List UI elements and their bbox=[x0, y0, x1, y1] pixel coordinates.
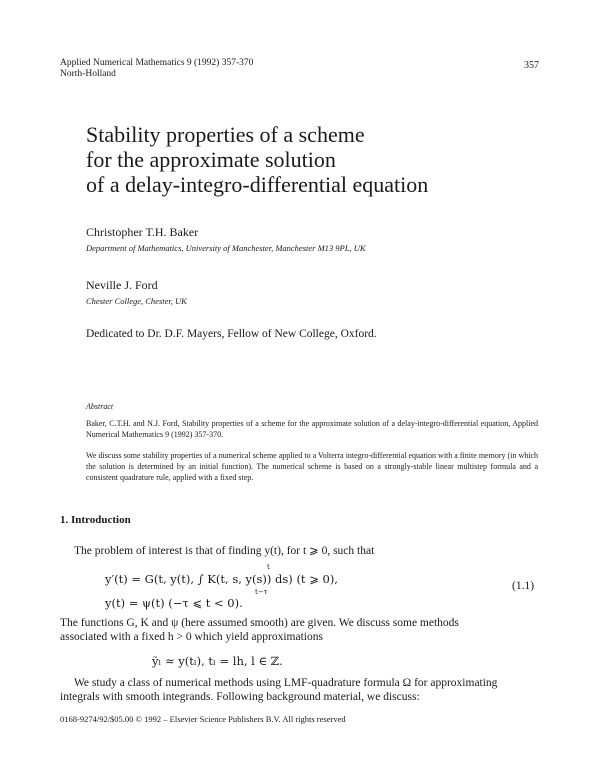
author-affiliation: Department of Mathematics, University of Manchester, Manchester M13 9PL, UK bbox=[86, 243, 366, 253]
author-name: Christopher T.H. Baker bbox=[86, 225, 199, 239]
author-affiliation: Chester College, Chester, UK bbox=[86, 296, 187, 306]
journal-line-1: Applied Numerical Mathematics 9 (1992) 357-370 bbox=[60, 58, 254, 68]
abstract-citation: Baker, C.T.H. and N.J. Ford, Stability properties of a scheme for the approximate solution of a delay-integro-differential equation, Applied Numerical Mathematics 9 (1992) 357-370. bbox=[86, 419, 538, 439]
paragraph: associated with a fixed h > 0 which yield approximations bbox=[60, 631, 323, 643]
abstract-body: We discuss some stability properties of a numerical scheme applied to a Volterra integro-differential equation with a finite memory (in which the solution is determined by an initial function). The numerical scheme is based on a strongly-stable linear multistep formula and a consistent quadrature rule, applied with a fixed step. bbox=[86, 451, 538, 482]
title-line-3: of a delay-integro-differential equation bbox=[86, 172, 429, 197]
paper-title bbox=[86, 122, 556, 197]
integral-upper-limit: t bbox=[267, 563, 270, 571]
page-number: 357 bbox=[524, 60, 539, 71]
paragraph: We study a class of numerical methods using LMF-quadrature formula Ω for approximating bbox=[74, 677, 498, 689]
equation-line: y′(t) = G(t, y(t), ∫ K(t, s, y(s)) ds) (t ⩾ 0), bbox=[105, 572, 338, 586]
paragraph: The functions G, K and ψ (here assumed smooth) are given. We discuss some methods bbox=[60, 617, 459, 629]
author-name: Neville J. Ford bbox=[86, 278, 158, 292]
equation-line: y(t) = ψ(t) (−τ ⩽ t < 0). bbox=[105, 596, 243, 610]
copyright-footer: 0168-9274/92/$05.00 © 1992 – Elsevier Science Publishers B.V. All rights reserved bbox=[60, 714, 346, 724]
integral-lower-limit: t−τ bbox=[255, 588, 268, 596]
abstract-heading: Abstract bbox=[86, 402, 114, 411]
journal-citation bbox=[60, 58, 253, 80]
section-heading: 1. Introduction bbox=[60, 514, 131, 526]
equation-number: (1.1) bbox=[512, 580, 535, 592]
paragraph: integrals with smooth integrands. Following background material, we discuss: bbox=[60, 691, 420, 703]
title-line-1: Stability properties of a scheme bbox=[86, 122, 365, 147]
journal-line-2: North-Holland bbox=[60, 69, 116, 79]
dedication: Dedicated to Dr. D.F. Mayers, Fellow of New College, Oxford. bbox=[86, 328, 377, 340]
paragraph: The problem of interest is that of finding y(t), for t ⩾ 0, such that bbox=[74, 545, 375, 557]
title-line-2: for the approximate solution bbox=[86, 147, 336, 172]
equation-line: ỹₗ ≈ y(tₗ), tₗ = lh, l ∈ ℤ. bbox=[152, 654, 283, 668]
